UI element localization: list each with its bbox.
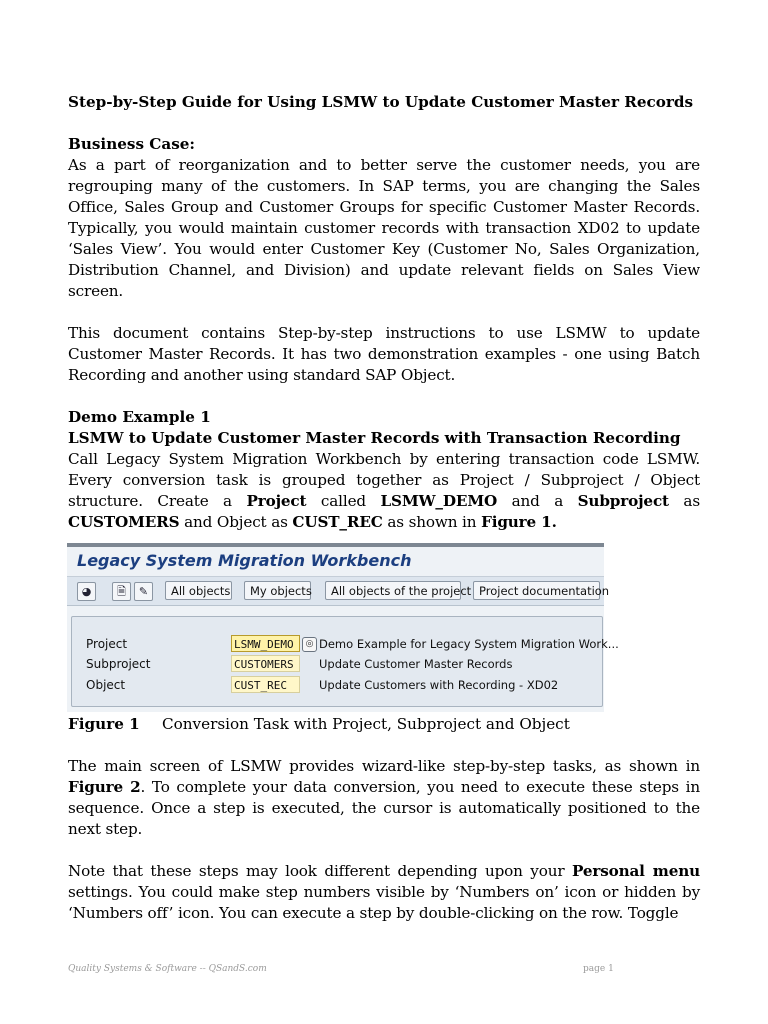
help-icon[interactable]: ◎ xyxy=(302,637,317,652)
window-title: Legacy System Migration Workbench xyxy=(77,551,412,570)
my-objects-button[interactable]: My objects xyxy=(244,581,311,600)
demo-subheading: LSMW to Update Customer Master Records with Transaction Recording xyxy=(68,429,681,447)
project-input[interactable]: LSMW_DEMO xyxy=(231,635,300,652)
footer-left: Quality Systems & Software -- QSandS.com xyxy=(68,964,267,974)
object-label: Object xyxy=(86,678,126,692)
subproject-label: Subproject xyxy=(86,657,151,671)
business-case-heading: Business Case: xyxy=(68,135,196,153)
figure-label: Figure 1 xyxy=(68,715,140,733)
window-top-border xyxy=(67,543,604,547)
subproject-description: Update Customer Master Records xyxy=(319,657,513,671)
edit-icon[interactable]: ✎ xyxy=(134,582,153,601)
object-input[interactable]: CUST_REC xyxy=(231,676,300,693)
page-number: page 1 xyxy=(583,964,614,974)
figure-1-caption: Figure 1 Conversion Task with Project, Subproject and Object xyxy=(68,715,570,733)
main-screen-paragraph: The main screen of LSMW provides wizard-like step-by-step tasks, as shown in Figure 2. To complete your data conversion, you need to execute these steps in sequence. Once a step is executed, the cursor is automatically positioned to the next step. xyxy=(68,757,700,838)
lsmw-screenshot xyxy=(67,543,619,712)
toolbar xyxy=(67,576,610,606)
note-paragraph: Note that these steps may look different depending upon your Personal menu settings. You could make step numbers visible by ‘Numbers on’ icon or hidden by ‘Numbers off’ icon. You can execute a step by double-clicking on the row. Toggle xyxy=(68,862,700,922)
business-case-paragraph: As a part of reorganization and to better serve the customer needs, you are regrouping many of the customers. In SAP terms, you are changing the Sales Office, Sales Group and Customer Groups for specific Customer Master Records. Typically, you would maintain customer records with transaction XD02 to update ‘Sales View’. You would enter Customer Key (Customer No, Sales Organization, Distribution Channel, and Division) and update relevant fields on Sales View screen. xyxy=(68,156,700,300)
document-body xyxy=(68,92,700,924)
project-documentation-button[interactable]: Project documentation xyxy=(473,581,600,600)
object-description: Update Customers with Recording - XD02 xyxy=(319,678,559,692)
project-label: Project xyxy=(86,637,128,651)
all-objects-of-project-button[interactable]: All objects of the project xyxy=(325,581,461,600)
new-document-icon[interactable]: 🗎 xyxy=(112,582,131,601)
demo-heading: Demo Example 1 xyxy=(68,408,211,426)
subproject-input[interactable]: CUSTOMERS xyxy=(231,655,300,672)
doc-title: Step-by-Step Guide for Using LSMW to Update Customer Master Records xyxy=(68,93,694,111)
all-objects-button[interactable]: All objects xyxy=(165,581,232,600)
intro-paragraph: This document contains Step-by-step instructions to use LSMW to update Customer Master Records. It has two demonstration examples - one using Batch Recording and another using standard SAP Object. xyxy=(68,324,700,384)
project-description: Demo Example for Legacy System Migration Work... xyxy=(319,637,619,651)
selection-panel xyxy=(71,616,619,707)
demo-paragraph: Call Legacy System Migration Workbench by entering transaction code LSMW. Every conversion task is grouped together as Project / Subproject / Object structure. Create a Project called LSMW_DEMO and a Subproject as CUSTOMERS and Object as CUST_REC as shown in Figure 1. xyxy=(68,450,700,531)
execute-icon[interactable]: ◕ xyxy=(77,582,96,601)
